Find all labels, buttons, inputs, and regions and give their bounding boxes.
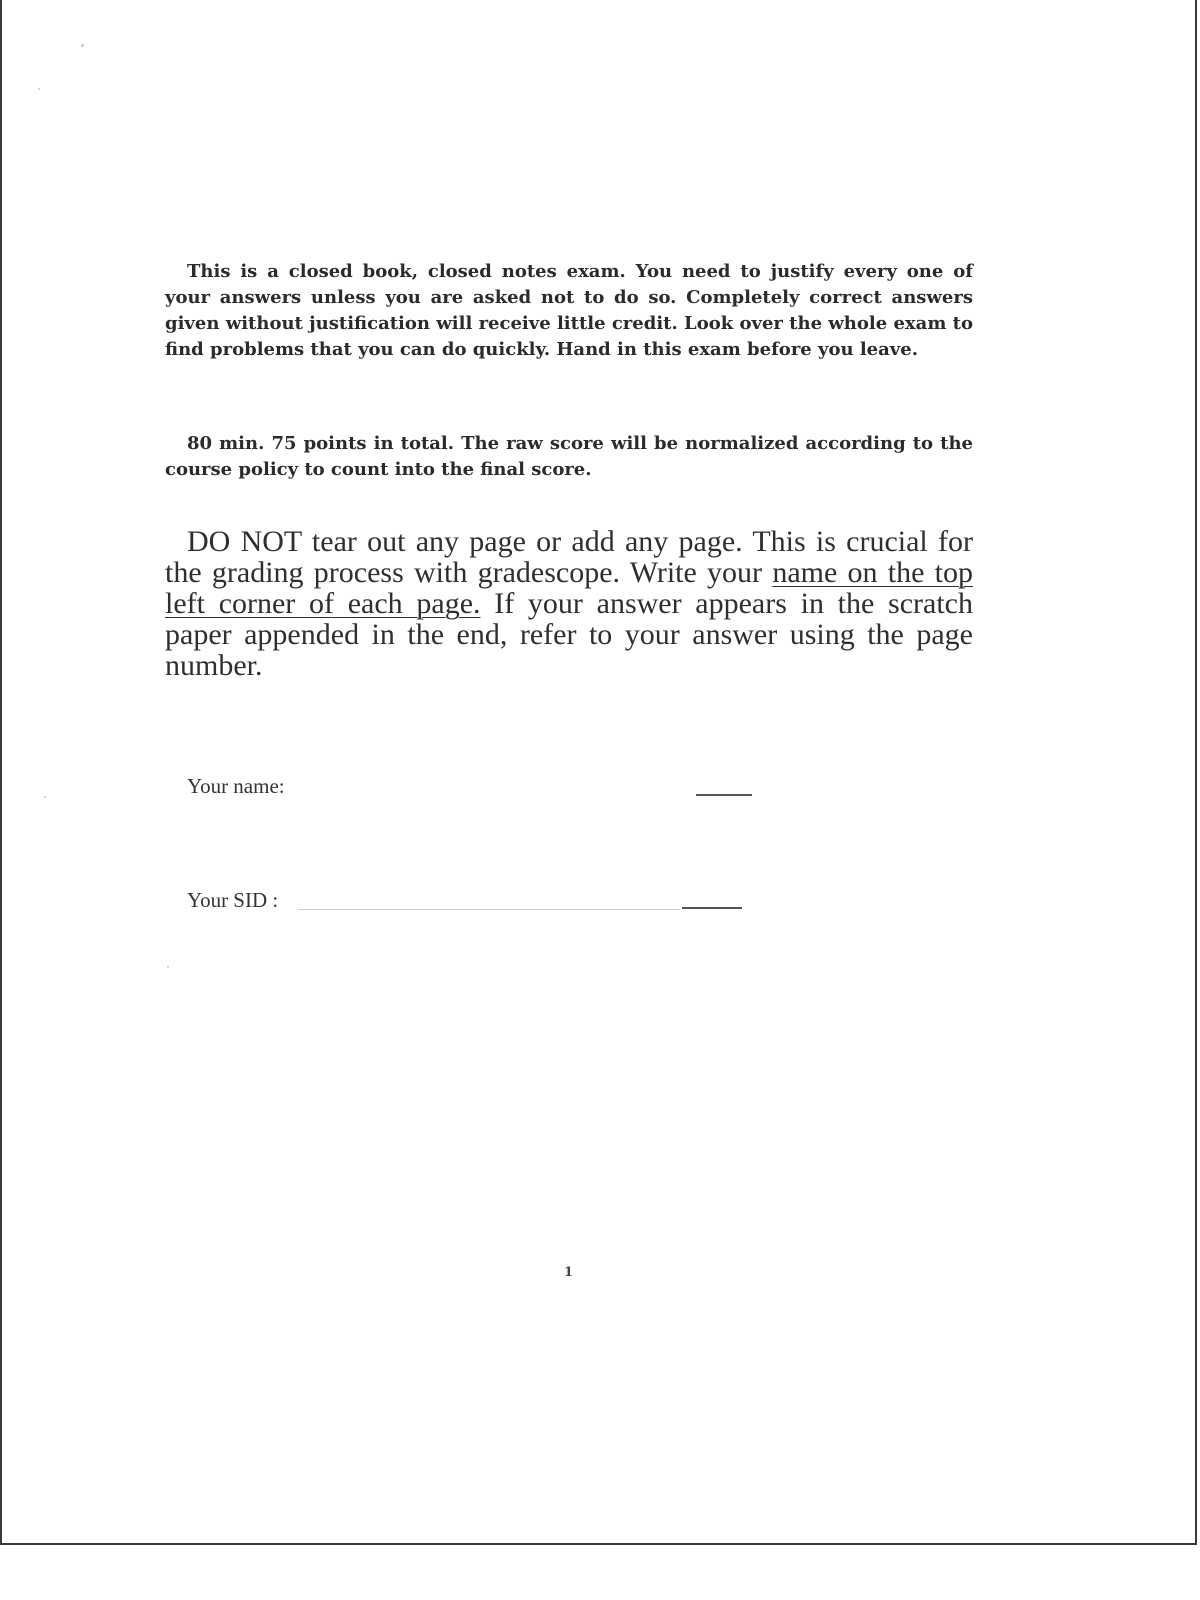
sid-field-label: Your SID : xyxy=(187,888,279,912)
page-number: 1 xyxy=(564,1265,574,1280)
instructions-paragraph-3 xyxy=(165,526,973,681)
name-field-label: Your name: xyxy=(187,774,285,798)
scan-speck xyxy=(81,44,84,47)
instructions-paragraph-3-part-2: If your answer appears in the scratch paper appended in the end, refer to your answer using the page number. xyxy=(165,587,973,682)
sid-field-line-end xyxy=(682,907,742,909)
scan-speck xyxy=(167,966,169,968)
instructions-underlined-text: name on the top left corner of each page. xyxy=(165,556,974,620)
name-field-line[interactable] xyxy=(696,794,752,796)
instructions-paragraph-3-part-1: DO NOT tear out any page or add any page. This is crucial for the grading process with gradescope. Write your xyxy=(165,525,973,589)
instructions-paragraph-1: This is a closed book, closed notes exam. You need to justify every one of your answers unless you are asked not to do so. Completely correct answers given without justification will receive little credit. Look over the whole exam to find problems that you can do quickly. Hand in this exam before you leave. xyxy=(165,261,973,360)
scan-speck xyxy=(44,796,46,798)
scan-speck xyxy=(38,88,40,90)
instructions-paragraph-2: 80 min. 75 points in total. The raw score will be normalized according to the course policy to count into the final score. xyxy=(165,433,973,480)
sid-field-line[interactable] xyxy=(298,909,680,910)
